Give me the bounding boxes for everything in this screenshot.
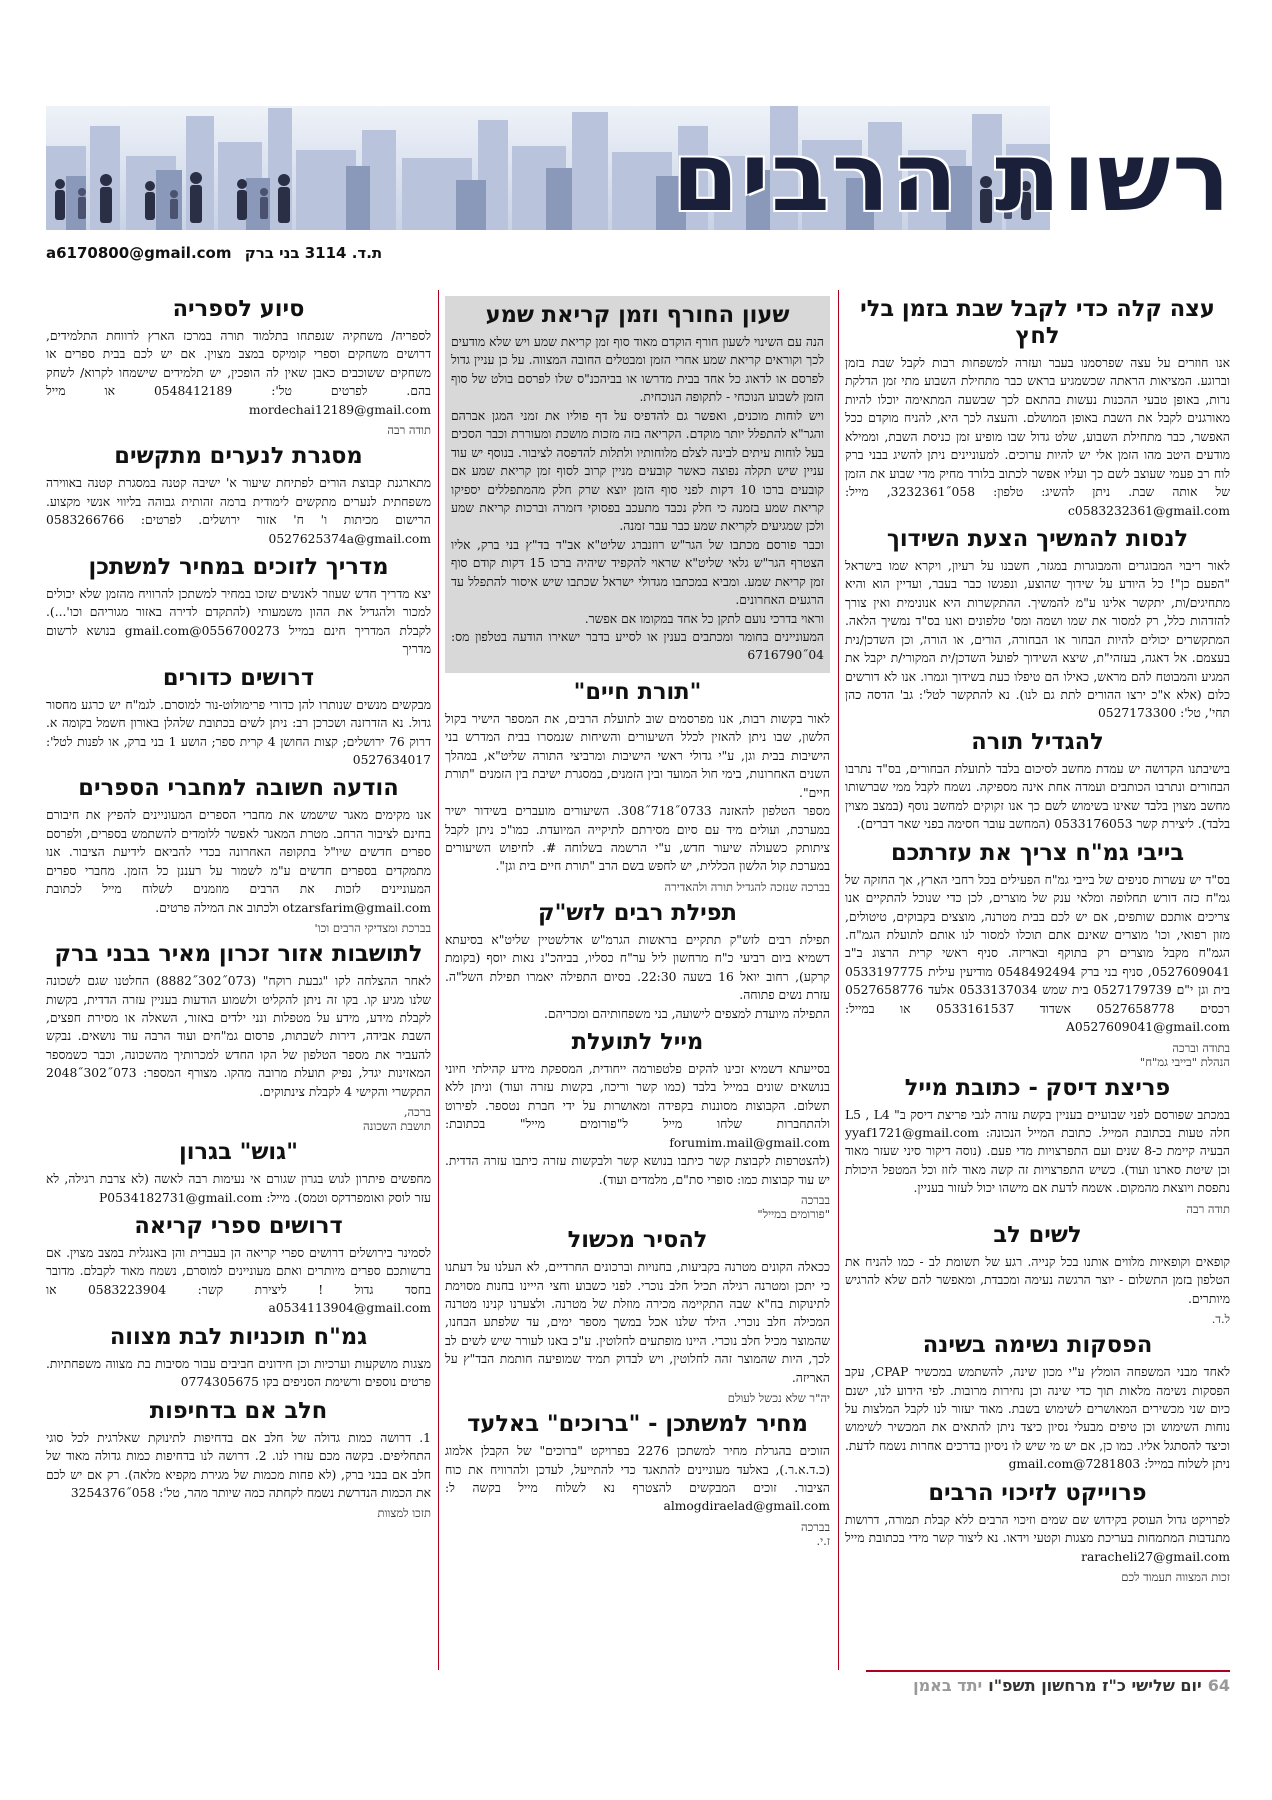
notice-body: אנו חוזרים על עצה שפרסמנו בעבר ועזרה למשפחות רבות לקבל שבת בזמן וברוגע. המציאות הראתה שכשמגיע בראש כבר מתחילת השבוע מתי זמן הדלקת נרות, באופן טבעי ההכנות נעשות בהתאם לכך שבשעה המתאימה יוכלו להיות מאורגנים לקבל את השבת באופן המושלם. והעצה לכך היא, להניח מוקדם ככל האפשר, כבר מתחילת השבוע, שלט גדול שבו מופיע זמן כניסת השבת, וממילא מודעים היטב מהו הזמן אלי יש להיות ערוכים. למעוניינים ניתן להשיג בבני ברק לוח רב פעמי שעוצב לשם כך ועליו אפשר לכתוב בלורד מחיק מדי שבוע את הזמן של אותה שבת. ניתן להשיג: טלפון: 058˝3232361, מייל: c0583232361@gmail.com	[845, 356, 1230, 518]
notice-title: לנסות להמשיך הצעת השידוך	[886, 525, 1189, 552]
notice-title: "גוש" בגרון	[179, 1139, 298, 1166]
notice-article	[845, 1480, 1230, 1584]
notice-body: לאחר ההצלחה לקו "גבעת רוקח" (073˝302˝8882) החלטנו שגם לשכונה שלנו מגיע קו. בקו זה ניתן להקליט ולשמוע הודעות בעניין עזרה הדדית, בקשות לקבלת מידע, מידע על מטפלות ונני ילדים באזור, השאלה או מסירת חפצים, השבת אבידה, דירות לשבתות, פרסום גמ"חים ועוד הרבה עוד נושאים. נבקש להעביר את מספר הטלפון של הקו החדש למכרותיך מהשכונה, וכבר כשמספר המאזינות יגדל, נפיק תועלת מרובה מהקו. מצורף המספר: 073˝302˝2048 התקשרי והקישי 4 לקבלת צינתוקים.	[46, 974, 431, 1099]
notice-title: תפילת רבים לזש"ק	[538, 899, 737, 926]
notice-article	[46, 775, 431, 935]
notice-body: במכתב שפורסם לפני שבועיים בעניין בקשת עזרה לגבי פריצת דיסק ב" L5 , L4 חלה טעות בכתובת המייל. כתובת המייל הנכונה: yyaf1721@gmail.com הבעיה קיימת כ-8 שנים ועם התפרצויות מדי פעם. (נוסה דיקור סיני שעזר מאוד וכן שיטת סארנו ועוד). כשיש התפרצויות זה קשה מאוד לזוז וכל המטפל היכולת נתפסת ויוצאת מהמקום. אשמח לדעת אם מישהו יכול לעזור בעניין.	[845, 1107, 1231, 1196]
notice-body: מחפשים פיתרון לגוש בגרון שגורם אי נעימות רבה לאשה (לא צרבת רגילה, לא עזר לוסק ואומפרדקס וטמס). מייל: P0534182731@gmail.com	[46, 1172, 431, 1205]
notice-article	[445, 1029, 830, 1221]
notice-title: פריצת דיסק - כתובת מייל	[904, 1074, 1171, 1101]
issue-date: יום שלישי כ"ז מרחשון תשפ"ו	[988, 1675, 1202, 1695]
notice-article	[445, 900, 830, 1023]
column-right	[845, 296, 1230, 1590]
notice-title: מדריך לזוכים במחיר למשתכן	[88, 553, 389, 580]
notice-article	[46, 296, 431, 437]
notice-article	[445, 296, 830, 673]
notice-article	[845, 840, 1230, 1069]
column-left	[46, 296, 431, 1526]
notice-signature: בברכת ומצדיקי הרבים וכו'	[314, 921, 431, 936]
notice-signature: בברכה "פורומים במייל"	[757, 1193, 830, 1222]
notice-body: מצגות מושקעות וערכיות וכן חידונים חביבים עבור מסיבות בת מצווה משפחתיות. פרטים נוספים ורשימת הסניפים בקו 0774305675	[46, 1356, 431, 1390]
notice-article	[845, 526, 1230, 723]
notice-article	[46, 443, 431, 548]
notice-signature: ברכה, תושבת השכונה	[363, 1105, 431, 1134]
notice-article	[845, 729, 1230, 834]
contact-email[interactable]: a6170800@gmail.com	[46, 244, 232, 262]
notice-signature: בתודה וברכה הנהלת "בייבי גמ"ח"	[1139, 1040, 1230, 1069]
notice-body: לסמינר בירושלים דרושים ספרי קריאה הן בעברית והן באנגלית במצב מצוין. אם ברשותכם ספרים מיותרים ואתם מעוניינים למוסרם, נשמח מאוד לקבלם. מדובר בחסד גדול ! ליצירת קשר: 0583223904 או a0534113904@gmail.com	[46, 1246, 431, 1316]
notice-body: הנה עם השינוי לשעון חורף הוקדם מאוד סוף זמן קריאת שמע ויש שלא מודעים לכך וקוראים קריאת שמע אחרי הזמן ומבטלים החובה המצווה. על כן עניין גדול לפרסם או לדאוג כל אחד בבית מדרשו או בביהכנ"ס שלו לפרסם בולט של סוף הזמן לשבוע הנוכחי - לתקופה הנוכחית. ויש לוחות מוכנים, ואפשר גם להדפיס על דף פוליו את זמני המגן אברהם והגר"א להתפלל יותר מוקדם. הקריאה בזה מזכות מושכת ומעוררת וכבר הסכים בעל לוחות עיתים לבינה לצלם מלוחותיו ולתלות להדפסה לציבור. בנוסף יש עוד עניין שיש תקלה נפוצה כאשר קובעים מניין קרוב לסוף זמן קריאת שמע אם קובעים ברכו 10 דקות לפני סוף הזמן יוצא שרק חלק מהמתפללים יספיקו קריאת שמע בזמנה כי חלק נכבד מתעכב בפסוקי דזמרה וברכות קריאת שמע ולכן שמגיעים לקריאת שמע כבר עבר זמנה. וכבר פורסם מכתבו של הגר"ש רוזנברג שליט"א אב"ד בד"ץ בני ברק, אליו הצטרף הגר"ש גלאי שליט"א שראוי להקפיד שיהיה ברכו 15 דקות קודם סוף זמן קריאת שמע. ומביא במכתבו מגדולי ישראל שכתבו שיש איסור להתפלל עד הרגעים האחרונים. וראוי בדרכי נועם לתקן כל אחד במקומו אם אפשר. המעוניינים בחומר ומכתבים בענין או לסייע בדבר ישאירו הודעה בטלפון מס: 04˝6716790	[451, 335, 825, 663]
notice-article	[46, 1139, 431, 1207]
column-middle	[445, 296, 830, 1554]
notice-article	[46, 665, 431, 770]
notice-title: להסיר מכשול	[567, 1227, 708, 1254]
notice-article	[845, 1075, 1230, 1216]
contact-address: ת.ד. 3114 בני ברק	[244, 244, 383, 262]
notice-signature: בברכה שנזכה להגדיל תורה ולהאדירה	[664, 879, 830, 894]
notice-body: לאור ריבוי המבוגרים והמבוגרות במגזר, חשבנו על רעיון, ויקרא שמו בישראל "הפעם כן"! כל היודע על שידוך שהוצע, ונפגשו כבר בעבר, ועדיין הוא והיא מתחיגים/ות, יתקשר אלינו ע"מ להמשיך. ההתקשרות היא אנונימית ואין צורך להזדהות כלל, רק למסור את שמו ושמה ומס' טלפונים ואנו בס"ד נמשיך הלאה. המתקשרים יכולים להיות הבחור או הבחורה, הורים, או הורה, וכן השדכן/נית בעצמם. אל דאגה, בעזהי"ת, שיצא השידוך לפועל השדכן/ית המקורי/ת יקבל את המגיע והמבוטח להם מראש, כאילו הם טיפלו כעת בשידוך וגמרו. אנו לא דורשים כלום (אלא א"כ ירצו ההורים לתת גם לנו). נא להתקשר לטל': גב' הדסה כהן תחי', טל': 0527173300	[845, 558, 1230, 721]
notice-body: בישיבתנו הקדושה יש עמדת מחשב לסיכום בלבד לתועלת הבחורים, בס"ד נתרבו הבחורים ונתרבו הכותבים ועמדה אחת אינה מספיקה. נשמח לקבל ממי שברשותו מחשב מצוין בלבד שאינו בשימוש לשם כך אנו זקוקים למחשב נוסף (במצב מצוין בלבד). ליצירת קשר 0533176053 (המחשב עובר חסימה בפני שאר דברים).	[845, 761, 1230, 832]
notice-article	[445, 679, 830, 894]
notice-title: סיוע לספריה	[172, 296, 305, 322]
notice-signature: זכות המצווה תעמוד לכם	[1121, 1570, 1230, 1584]
notice-title: מסגרת לנערים מתקשים	[114, 443, 363, 470]
contact-line	[46, 244, 390, 262]
notice-article	[46, 1213, 431, 1318]
notice-body: מתארגנת קבוצת הורים לפתיחת שיעור א' ישיבה קטנה במסגרת קטנה באווירה משפחתית לנערים מתקשים לימודית ברמה זהותית גבוהה בליווי אנשי מקצוע. הרישום מכיתות ו' ח' אזור ירושלים. לפרטים: 0583266766 0527625374a@gmail.com	[46, 476, 431, 546]
notice-article	[845, 296, 1230, 520]
notice-article	[46, 941, 431, 1133]
notice-body: הזוכים בהגרלת מחיר למשתכן 2276 בפרויקט "ברוכים" של הקבלן אלמוג (כ.ד.א.ר.), באלעד מעוניינים להתאגד כדי להתייעל, לעדכן ולהרוויח את כוח הציבור. זוכים המבקשים להצטרף נא לשלוח מייל בקשה ל: almogdiraelad@gmail.com	[445, 1444, 831, 1514]
newspaper-section-title: רשות הרבים	[672, 121, 1232, 233]
notice-title: דרושים ספרי קריאה	[134, 1213, 343, 1239]
notice-title: מחיר למשתכן - "ברוכים" באלעד	[467, 1411, 808, 1438]
notice-title: בייבי גמ"ח צריך את עזרתכם	[890, 839, 1185, 866]
notice-title: דרושים כדורים	[162, 664, 315, 691]
notice-title: הפסקות נשימה בשינה	[922, 1332, 1153, 1359]
notice-signature: תודה רבה	[1186, 1201, 1230, 1216]
notice-signature: תודה רבה	[387, 423, 431, 438]
notice-body: בס"ד יש עשרות סניפים של בייבי גמ"ח הפעילים בכל רחבי הארץ, אך החזקה של גמ"ח כזה דורש תחלופה ומלאי ענק של מוצרים, לכן כדי שנוכל להתקיים אנו צריכים אותכם שותפים, אם יש לכם בבית מטרנה, מוצצים בקבוקים, טיטולים, מזון רפואי, וכו' מוצרים שאינם אתם תוכלו למסור לנו אותם לתועלת הגמ"ח. הגמ"ח מקבל מוצרים רק בתוקף ובאריזה. סניף ראשי קרית הרצוג ב"ב 0527609041, סניף בני ברק 0548492494 מודיעין עילית 0533197775 בית וגן י"ם 0527179739 בית שמש 0533137034 אלעד 0527658776 רכסים 0527658778 אשדוד 0533161537 או במייל: A0527609041@gmail.com	[845, 872, 1230, 1035]
column-divider	[438, 290, 439, 1670]
column-divider	[838, 290, 839, 1670]
notice-title: לתושבות אזור זכרון מאיר בבני ברק	[54, 941, 423, 968]
notice-signature: יה"ר שלא נכשל לעולם	[727, 1391, 830, 1406]
notice-title: לשים לב	[993, 1221, 1082, 1248]
notice-body: לאחד מבני המשפחה הומלץ ע"י מכון שינה, להשתמש במכשיר CPAP, עקב הפסקות נשימה מלאות תוך כדי שינה וכן נחירות מרובות. לפי הידוע לנו, ישנם כיום שני מכשירים המאושרים לשימוש בשבת. מאוד יעזור לנו לקבל המלצות על נוחות השימוש וכן טיפים מבעלי נסיון כיצד ניתן להתאים את המכשיר לשימוש וכיצד להסתגל אליו. כמו כן, אם יש מי שיש לו ניסיון בדרכים אחרות נשמח לדעת. ניתן לשלוח במייל: 7281803@gmail.com	[845, 1365, 1230, 1472]
notice-article	[46, 1398, 431, 1521]
notice-body: לספריה/ משחקיה שנפתחו בתלמוד תורה במרכז הארץ לרווחת התלמידים, דרושים משחקים וספרי קומיקס במצב מצוין. אם יש לכם בבית ספרים או משחקים ששוכבים כאבן שאין לה הופכין, יש תלמידים שישמחו לקרוא/ לשחק בהם. לפרטים טל': 0548412189 או מייל mordechai12189@gmail.com	[46, 329, 431, 417]
notice-title: "תורת חיים"	[573, 678, 702, 705]
page-number: 64	[1207, 1675, 1230, 1695]
notice-title: עצה קלה כדי לקבל שבת בזמן בלי לחץ	[860, 296, 1215, 349]
notice-title: פרוייקט לזיכוי הרבים	[928, 1479, 1147, 1506]
notice-title: גמ"ח תוכניות לבת מצווה	[109, 1323, 368, 1350]
notice-title: להגדיל תורה	[971, 728, 1104, 755]
notice-article	[845, 1332, 1230, 1474]
notice-body: אנו מקימים מאגר שישמש את מחברי הספרים המעוניינים להפיץ את חיבורם בחינם לציבור הרחב. מטרת המאגר לאפשר ללומדים להשתמש בספרים, ולפרסם ספרים חדשים שיו"ל בתקופה האחרונה בכדי להביאם לידיעת הציבור. אנו מתמקדים בספרים חדשים ע"מ לשמור על רעננן כל הזמן. מחברי ספרים המעוניינים לזכות את הרבים מוזמנים לשלוח מייל לכתובת otzarsfarim@gmail.com ולכתוב את המילה פרטים.	[46, 808, 431, 915]
publication-name: יתד באמן	[913, 1675, 983, 1695]
notice-body: קופאים וקופאיות מלווים אותנו בכל קנייה. רגע של תשומת לב - כמו להניח את הטלפון בזמן התשלום - יוצר הרגשה נעימה ומכבדת, ומאפשר להם שלא להרגיש מיותרים.	[845, 1254, 1230, 1306]
notice-article	[46, 1324, 431, 1392]
notice-title: חלב אם בדחיפות	[149, 1397, 328, 1424]
notice-article	[445, 1227, 830, 1405]
notice-article	[445, 1411, 830, 1548]
notice-title: הודעה חשובה למחברי הספרים	[78, 775, 399, 802]
notice-title: שעון החורף וזמן קריאת שמע	[451, 302, 824, 329]
notice-body: יצא מדריך חדש שעוזר לאנשים שזכו במחיר למשתכן להרוויח מהזמן שלא יכולים למכור ולהגדיל את ההון משמעותי (להתקדם לדירה באזור מגוריהם וכו'...). לקבלת המדריך חינם במייל 0556700273@gmail.com בנושא לרשום מדריך	[46, 586, 432, 657]
notice-signature: בברכה ז.י.	[801, 1519, 830, 1548]
notice-article	[845, 1222, 1230, 1326]
notice-signature: ל.ד.	[1211, 1312, 1230, 1327]
notice-body: בסייעתא דשמיא זכינו להקים פלטפורמה ייחודית, המספקת מידע קהילתי חיוני בנושאים שונים במייל בלבד (כמו קשר וריכוז, בקשות עזרה ועוד) וניתן ללא תשלום. הקבוצות מסוננות בקפידה ומאושרות על ידי חברת נטספר. לפירוט ולהתחברות שלחו מייל ל"פורומים מייל" בכתובת: forumim.mail@gmail.com (להצטרפות לקבוצת קשר כיתבו בנושא קשר ולבקשות עזרה כיתבו עזרה הדדית. יש עוד קבוצות כמו: סופרי סת"ם, מלמדים ועוד).	[445, 1062, 830, 1187]
notice-body: תפילת רבים לזש"ק תתקיים בראשות הגרמ"ש אדלשטיין שליט"א בסיעתא דשמיא ביום רביעי כ"ח מרחשון ליל ער"ח כסליו, בביהכ"נ נאות יוסף (בקומת קרקע), רחוב יואל 16 בשעה 22:30. בסיום התפילה יאמרו תפילת השל"ה. עזרת נשים פתוחה. התפילה מיועדת למצפים לישועה, בני משפחותיהם ומכריהם.	[445, 932, 830, 1021]
page-footer	[866, 1670, 1230, 1698]
notice-title: מייל לתועלת	[571, 1029, 704, 1055]
notice-body: 1. דרושה כמות גדולה של חלב אם בדחיפות לתינוקת שאלרגית לכל סוגי התחליפים. בקשה מכם עזרו לנו. 2. דרושה לנו בדחיפות כמות גדולה מאוד של חלב אם בבני ברק, (לא פחות מכמות של מגירת מקפיא מלאה). רק אם יש לכם את הכמות הנדרשת נשמח לקחתה כמה שיותר מהר, טל': 058˝3254376	[46, 1430, 432, 1500]
notice-body: מבקשים מנשים שנותרו להן כדורי פרימולוט-נור למוסרם. לגמ"ח יש כרגע מחסור גדול. נא הזדרזנה ושכרכן רב: ניתן לשים בכתובת שלהלן באורון חשמל בקומה א. דרוק 76 ירושלים; קצות החושן 4 קרית ספר; הושע 1 בני ברק, או לפנות לטל': 0527634017	[46, 697, 431, 767]
notice-body: לאור בקשות רבות, אנו מפרסמים שוב לתועלת הרבים, את המספר הישיר בקול הלשון, שבו ניתן להאזין לכלל השיעורים והשיחות שנמסרו בבית המדרש בני הישיבות בבית וגן, ע"י גדולי ראשי הישיבות ומרביצי התורה שליט"א, במהלך השנים האחרונות, בימי חול המועד ובין הזמנים, במסגרת ישיבת בין הזמנים "תורת חיים". מספר הטלפון להאזנה 0733˝718˝308. השיעורים מועברים בשידור ישיר במערכת, ועולים מיד עם סיום מסירתם לתיקייה המיועדת. כמו"כ ניתן לקבל ציתותק כשעולה שיעור חדש, ע"י הרשמה בשלוחה #. לחיפוש השיעורים במערכת קול הלשון הכללית, יש לחפש בשם הרב "תורת חיים בית וגן".	[445, 711, 830, 874]
notice-body: לפרויקט גדול העוסק בקידוש שם שמים וזיכוי הרבים ללא קבלת תמורה, דרושות מתנדבות המתמחות בעריכת מצגות וקטעי וידאו. נא ליצור קשר מידי בכתובת מייל raracheli27@gmail.com	[845, 1512, 1230, 1564]
notice-signature: תזכו למצוות	[377, 1506, 431, 1521]
notice-article	[46, 554, 431, 659]
notice-body: ככאלה הקונים מטרנה בקביעות, בחנויות וברכונים החרדיים, לא העלנו על דעתנו כי יתכן ומטרנה רגילה תכיל חלב נוכרי. לפני כשבוע וחצי הייינו בחנות מסוימת לתינוקות בח"א שבה התקיימה מכירה מוזלת של מטרנה. ולצערנו קנינו מטרנה המכילה חלב נוכרי. הילד שלנו אכל במשך מספר ימים, עד שלפתע הבחנו, שהמוצר מכיל חלב נוכרי. היינו מופתעים לחלוטין. ע"כ באנו לעורר שיש לשים לב לכך, היות שהמוצר זהה לחלוטין, ויש לבדוק תמיד שמופיעה חותמת הבד"ץ על האריזה.	[445, 1260, 831, 1385]
